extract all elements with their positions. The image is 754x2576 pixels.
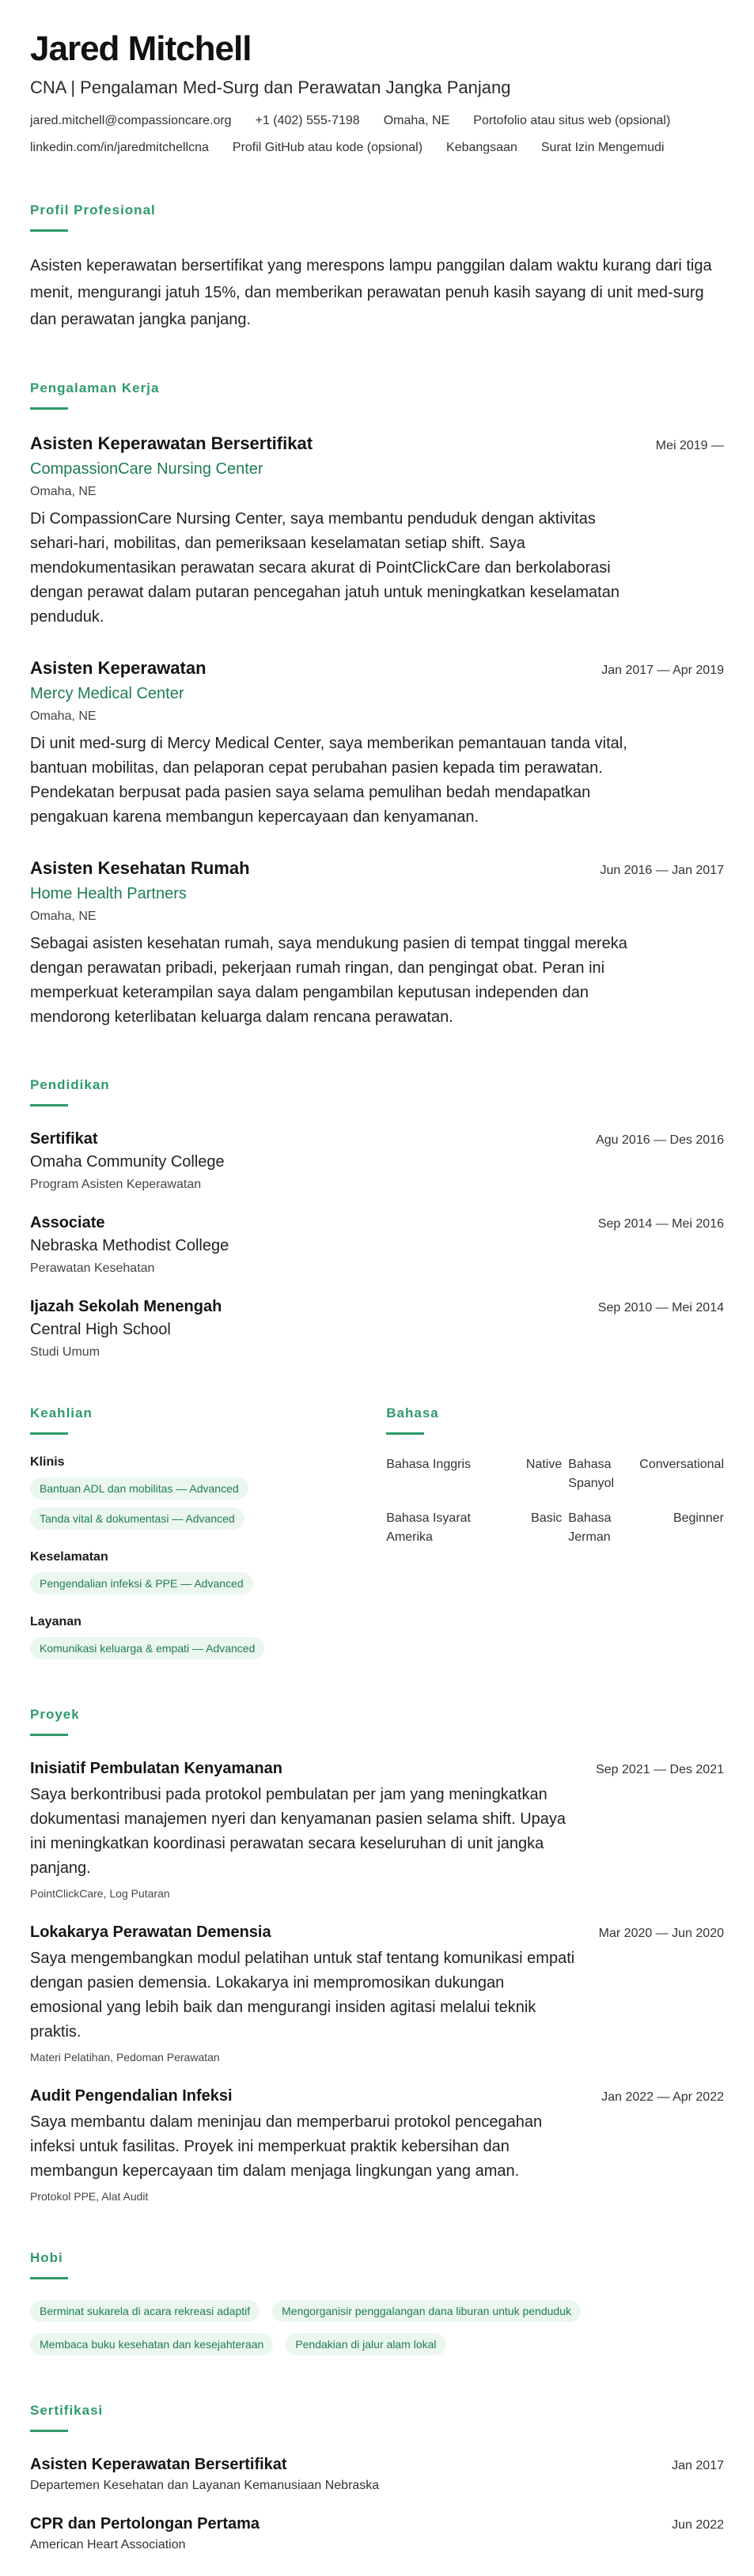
skill-chip: Pengendalian infeksi & PPE — Advanced [30,1572,253,1594]
skills-languages-row [30,1405,724,1659]
field-of-study: Program Asisten Keperawatan [30,1178,202,1192]
language-level: Native [525,1458,563,1472]
contact-phone[interactable]: +1 (402) 555-7198 [255,114,360,128]
language-name: Bahasa Isyarat Amerika [386,1511,471,1545]
contact-portfolio[interactable]: Portofolio atau situs web (opsional) [473,114,671,128]
candidate-name: Jared Mitchell [30,29,252,68]
certification-title: CPR dan Pertolongan Pertama [30,2515,260,2533]
project-description: Saya mengembangkan modul pelatihan untuk staf tentang komunikasi empati dengan pasien demensia. Lokakarya ini mempromosikan dukungan emosional yang lebih baik dan mengurangi insiden agitasi melalui teknik praktis. [30,1950,575,2041]
job-title: Asisten Kesehatan Rumah [30,858,250,879]
section-divider [30,1734,68,1736]
project-date: Mar 2020 — Jun 2020 [598,1927,724,1941]
job-date: Jun 2016 — Jan 2017 [600,864,724,878]
degree: Sertifikat [30,1130,98,1148]
hobby-chip: Mengorganisir penggalangan dana liburan untuk penduduk [272,2300,581,2322]
project-entry [30,2087,724,2203]
project-date: Jan 2022 — Apr 2022 [601,2090,724,2105]
section-divider [30,229,68,232]
job-description: Sebagai asisten kesehatan rumah, saya mendukung pasien di tempat tinggal mereka dengan perawatan pribadi, pekerjaan rumah ringan, dan pengingat obat. Peran ini memperkuat keterampilan saya dalam pengambilan keputusan independen dan mendorong keterlibatan keluarga dalam rencana perawatan. [30,935,627,1027]
certification-entry [30,2456,724,2493]
section-title: Sertifikasi [30,2403,104,2419]
skill-group [30,1550,354,1594]
projects-section [30,1707,724,2203]
language-level: Basic [531,1511,563,1526]
employer: Home Health Partners [30,885,187,903]
section-title: Proyek [30,1707,80,1723]
job-location: Omaha, NE [30,709,97,724]
section-title: Pengalaman Kerja [30,380,160,396]
certification-issuer: Departemen Kesehatan dan Layanan Kemanusiaan Nebraska [30,2479,380,2493]
school: Omaha Community College [30,1153,225,1171]
section-divider [30,2430,68,2432]
contact-location: Omaha, NE [383,114,450,128]
degree: Ijazah Sekolah Menengah [30,1298,222,1316]
contact-email[interactable]: jared.mitchell@compassioncare.org [30,114,232,128]
field-of-study: Studi Umum [30,1345,100,1360]
project-title: Inisiatif Pembulatan Kenyamanan [30,1760,282,1778]
job-date: Jan 2017 — Apr 2019 [601,664,724,678]
skill-chip: Komunikasi keluarga & empati — Advanced [30,1637,264,1659]
language-name: Bahasa Spanyol [568,1458,615,1491]
education-date: Sep 2014 — Mei 2016 [597,1217,724,1231]
section-title: Profil Profesional [30,202,156,218]
contact-list [30,114,724,155]
section-divider [30,1104,68,1106]
contact-github[interactable]: Profil GitHub atau kode (opsional) [232,141,423,155]
job-title: Asisten Keperawatan [30,658,206,679]
language-level: Beginner [673,1511,724,1526]
language-name: Bahasa Inggris [386,1458,471,1472]
skill-group [30,1455,354,1530]
language-name: Bahasa Jerman [568,1511,612,1545]
resume-header [30,30,724,155]
skill-category: Klinis [30,1455,65,1470]
project-title: Audit Pengendalian Infeksi [30,2087,233,2105]
job-description: Di CompassionCare Nursing Center, saya membantu penduduk dengan aktivitas sehari-hari, mobilitas, dan pemeriksaan keselamatan setiap shift. Saya mendokumentasikan perawatan secara akurat di PointClickCare dan berkolaborasi dengan perawat dalam putaran pencegahan jatuh untuk meningkatkan keselamatan penduduk. [30,510,619,626]
education-entry [30,1130,724,1192]
languages-section [386,1405,724,1659]
language-list [386,1455,724,1547]
hobby-chip: Membaca buku kesehatan dan kesejahteraan [30,2333,273,2355]
project-date: Sep 2021 — Des 2021 [596,1763,724,1777]
job-location: Omaha, NE [30,485,97,499]
section-title: Bahasa [386,1405,439,1421]
contact-driving-license: Surat Izin Mengemudi [540,141,665,155]
job-title: Asisten Keperawatan Bersertifikat [30,433,313,454]
contact-nationality: Kebangsaan [446,141,517,155]
education-date: Sep 2010 — Mei 2014 [597,1301,724,1315]
section-divider [386,1432,424,1435]
education-section [30,1077,724,1360]
job-location: Omaha, NE [30,910,97,924]
education-entry [30,1298,724,1360]
project-keywords: PointClickCare, Log Putaran [30,1887,170,1901]
skill-chip: Tanda vital & dokumentasi — Advanced [30,1507,244,1530]
hobby-chip: Pendakian di jalur alam lokal [286,2333,445,2355]
project-entry [30,1923,724,2063]
experience-section [30,380,724,1030]
degree: Associate [30,1214,105,1232]
section-title: Pendidikan [30,1077,110,1093]
certification-issuer: American Heart Association [30,2538,186,2552]
experience-entry [30,433,724,630]
section-divider [30,1432,68,1435]
resume [30,30,724,2552]
contact-linkedin[interactable]: linkedin.com/in/jaredmitchellcna [30,141,209,155]
hobbies-section [30,2250,724,2355]
school: Central High School [30,1321,171,1339]
project-description: Saya membantu dalam meninjau dan memperbarui protokol pencegahan infeksi untuk fasilitas. Proyek ini memperkuat praktik kebersihan dan membangun kepercayaan tim dalam menjaga lingkungan yang aman. [30,2113,543,2181]
experience-entry [30,858,724,1030]
summary-text: Asisten keperawatan bersertifikat yang merespons lampu panggilan dalam waktu kurang dari tiga menit, mengurangi jatuh 15%, dan memberikan perawatan penuh kasih sayang di unit med-surg dan perawatan jangka panjang. [30,257,712,329]
skill-category: Layanan [30,1615,81,1629]
language-level: Conversational [639,1458,724,1472]
field-of-study: Perawatan Kesehatan [30,1262,155,1276]
hobby-list [30,2300,663,2355]
employer: Mercy Medical Center [30,685,184,703]
project-keywords: Materi Pelatihan, Pedoman Perawatan [30,2051,220,2064]
certification-entry [30,2515,724,2552]
certifications-section [30,2403,724,2552]
job-description: Di unit med-surg di Mercy Medical Center, saya memberikan pemantauan tanda vital, bantuan mobilitas, dan pelaporan cepat perubahan pasien kepada tim perawatan. Pendekatan berpusat pada pasien saya selama pemulihan bedah mendapatkan pengakuan karena membangun kepercayaan dan kenyamanan. [30,735,627,827]
project-description: Saya berkontribusi pada protokol pembulatan per jam yang meningkatkan dokumentasi manajemen nyeri dan kenyamanan pasien selama shift. Upaya ini meningkatkan koordinasi perawatan secara keseluruhan di unit jangka panjang. [30,1786,566,1878]
skill-group [30,1615,354,1659]
certification-date: Jun 2022 [672,2518,724,2532]
section-divider [30,407,68,410]
section-divider [30,2277,68,2279]
project-title: Lokakarya Perawatan Demensia [30,1923,271,1942]
education-date: Agu 2016 — Des 2016 [596,1133,724,1148]
project-keywords: Protokol PPE, Alat Audit [30,2190,149,2203]
skills-section [30,1405,354,1659]
hobby-chip: Berminat sukarela di acara rekreasi adaptif [30,2300,260,2322]
education-entry [30,1214,724,1276]
certification-date: Jan 2017 [672,2459,724,2473]
school: Nebraska Methodist College [30,1237,229,1255]
summary-section [30,202,724,333]
skill-chip: Bantuan ADL dan mobilitas — Advanced [30,1477,248,1500]
section-title: Hobi [30,2250,63,2266]
experience-entry [30,658,724,830]
headline: CNA | Pengalaman Med-Surg dan Perawatan Jangka Panjang [30,78,511,98]
job-date: Mei 2019 — [655,439,724,453]
employer: CompassionCare Nursing Center [30,460,263,479]
section-title: Keahlian [30,1405,93,1421]
certification-title: Asisten Keperawatan Bersertifikat [30,2456,287,2474]
skill-category: Keselamatan [30,1550,108,1564]
project-entry [30,1760,724,1900]
